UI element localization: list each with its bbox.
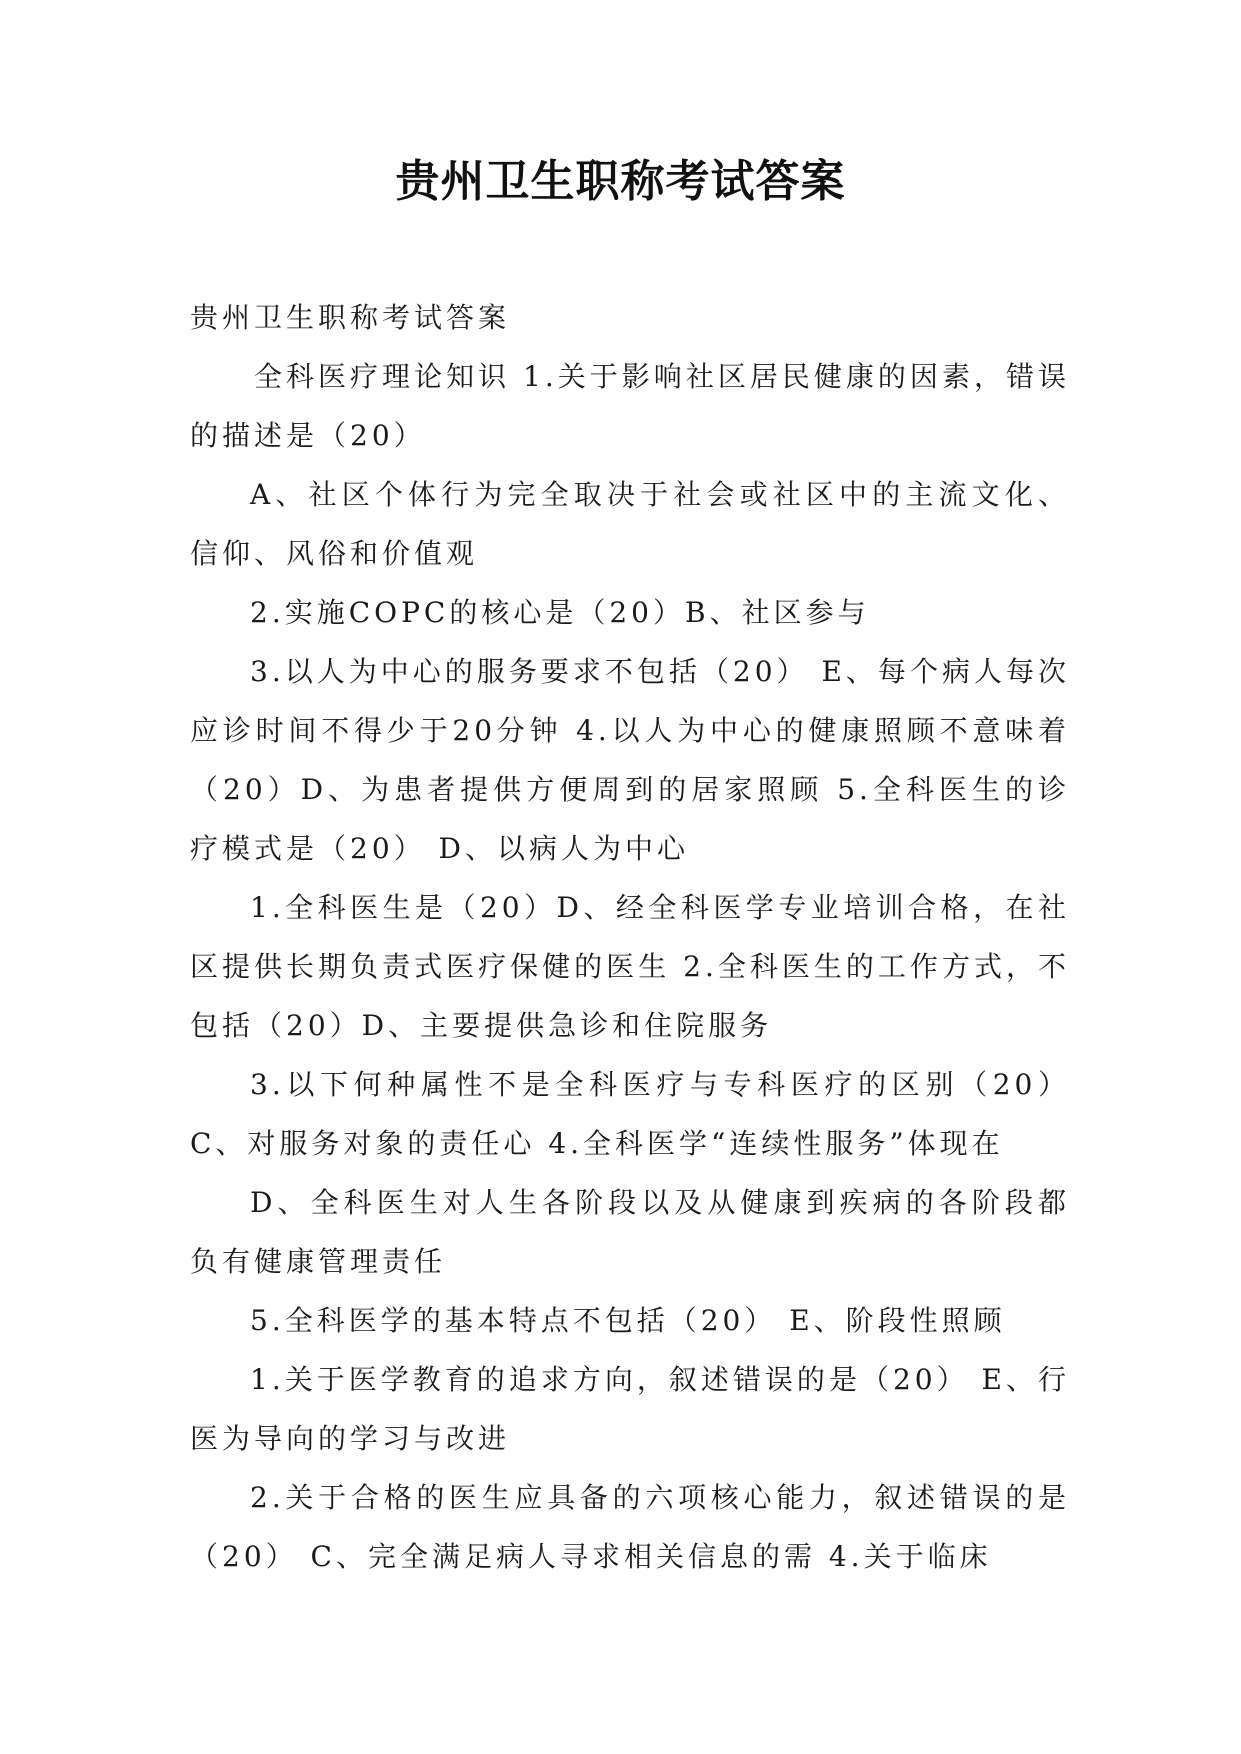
document-body — [190, 288, 1070, 1586]
body-paragraph: 1.关于医学教育的追求方向，叙述错误的是（20） E、行医为导向的学习与改进 — [190, 1363, 1070, 1455]
body-paragraph: 1.全科医生是（20）D、经全科医学专业培训合格，在社区提供长期负责式医疗保健的医生 2.全科医生的工作方式，不包括（20）D、主要提供急诊和住院服务 — [190, 891, 1070, 1042]
body-paragraph: 全科医疗理论知识 1.关于影响社区居民健康的因素，错误的描述是（20） — [190, 360, 1070, 452]
body-paragraph-heading: 贵州卫生职称考试答案 — [190, 301, 511, 334]
body-paragraph: 3.以下何种属性不是全科医疗与专科医疗的区别（20）C、对服务对象的责任心 4.全科医学“连续性服务”体现在 — [190, 1068, 1070, 1160]
body-paragraph: 5.全科医学的基本特点不包括（20） E、阶段性照顾 — [250, 1304, 1006, 1337]
body-paragraph: 2.关于合格的医生应具备的六项核心能力，叙述错误的是（20） C、完全满足病人寻求相关信息的需 4.关于临床 — [190, 1481, 1070, 1573]
body-paragraph: 2.实施COPC的核心是（20）B、社区参与 — [250, 596, 870, 629]
document-title: 贵州卫生职称考试答案 — [395, 156, 846, 207]
body-paragraph: A、社区个体行为完全取决于社会或社区中的主流文化、信仰、风俗和价值观 — [190, 478, 1070, 570]
body-paragraph: 3.以人为中心的服务要求不包括（20） E、每个病人每次应诊时间不得少于20分钟 4.以人为中心的健康照顾不意味着（20）D、为患者提供方便周到的居家照顾 5.全科医生的诊疗模式是（20） D、以病人为中心 — [190, 655, 1070, 865]
body-paragraph: D、全科医生对人生各阶段以及从健康到疾病的各阶段都负有健康管理责任 — [190, 1186, 1070, 1278]
